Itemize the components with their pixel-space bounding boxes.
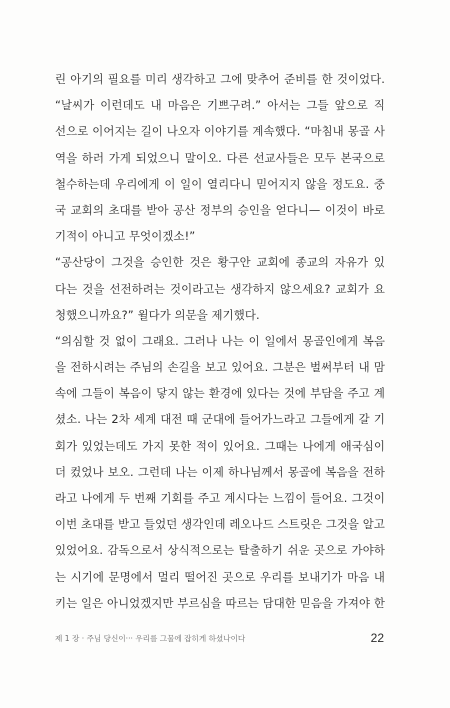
- text-line: 국 교회의 초대를 받아 공산 정부의 승인을 얻다니— 이것이 바로: [55, 202, 385, 217]
- page-footer: [55, 631, 384, 647]
- text-line: 이번 초대를 받고 들었던 생각인데 레오나드 스트릿은 그것을 알고: [55, 517, 385, 532]
- text-line: 선으로 이어지는 길이 나오자 이야기를 계속했다. “마침내 몽골 사: [55, 124, 385, 139]
- page-number: 22: [370, 631, 384, 645]
- text-line: 있었어요. 감독으로서 상식적으로는 탈출하기 쉬운 곳으로 가야하: [55, 543, 385, 558]
- text-line: 린 아기의 필요를 미리 생각하고 그에 맞추어 준비를 한 것이었다.: [55, 72, 385, 86]
- body-text: [55, 66, 385, 616]
- text-line: 라고 나에게 두 번째 기회를 주고 계시다는 느낌이 들어요. 그것이: [55, 491, 385, 505]
- text-line: 회가 있었는데도 가지 못한 적이 있어요. 그때는 나에게 애국심이: [55, 438, 385, 453]
- text-line: 키는 일은 아니었겠지만 부르심을 따르는 담대한 믿음을 가져야 한: [55, 595, 385, 610]
- running-title: 제 1 장 · 주님 당신이··· 우리를 그물에 잡히게 하셨나이다: [55, 634, 246, 643]
- text-line: “공산당이 그것을 승인한 것은 황구안 교회에 종교의 자유가 있: [55, 255, 385, 270]
- text-line: 철수하는데 우리에게 이 일이 열리다니 믿어지지 않을 정도요. 중: [55, 176, 385, 191]
- text-line: “의심할 것 없이 그래요. 그러나 나는 이 일에서 몽골인에게 복음: [55, 333, 385, 348]
- text-line: 속에 그들이 복음이 닿지 않는 환경에 있다는 것에 부담을 주고 계: [55, 386, 385, 401]
- text-line: 셨소. 나는 2차 세계 대전 때 군대에 들어가느라고 그들에게 갈 기: [55, 412, 385, 427]
- text-line: “날씨가 이런데도 내 마음은 기쁘구려.” 아서는 그들 앞으로 직: [55, 98, 385, 113]
- text-line: 더 컸었나 보오. 그런데 나는 이제 하나님께서 몽골에 복음을 전하: [55, 464, 385, 479]
- text-line: 을 전하시려는 주님의 손길을 보고 있어요. 그분은 벌써부터 내 맘: [55, 360, 385, 375]
- text-line: 다는 것을 선전하려는 것이라고는 생각하지 않으세요? 교회가 요: [55, 281, 385, 296]
- text-line: 청했으니까요?” 윌다가 의문을 제기했다.: [55, 307, 260, 322]
- text-line: 역을 하러 가게 되었으니 말이오. 다른 선교사들은 모두 본국으로: [55, 150, 385, 165]
- text-line: 는 시기에 문명에서 멀리 떨어진 곳으로 우리를 보내기가 마음 내: [55, 569, 385, 584]
- text-line: 기적이 아니고 무엇이겠소!”: [55, 229, 196, 244]
